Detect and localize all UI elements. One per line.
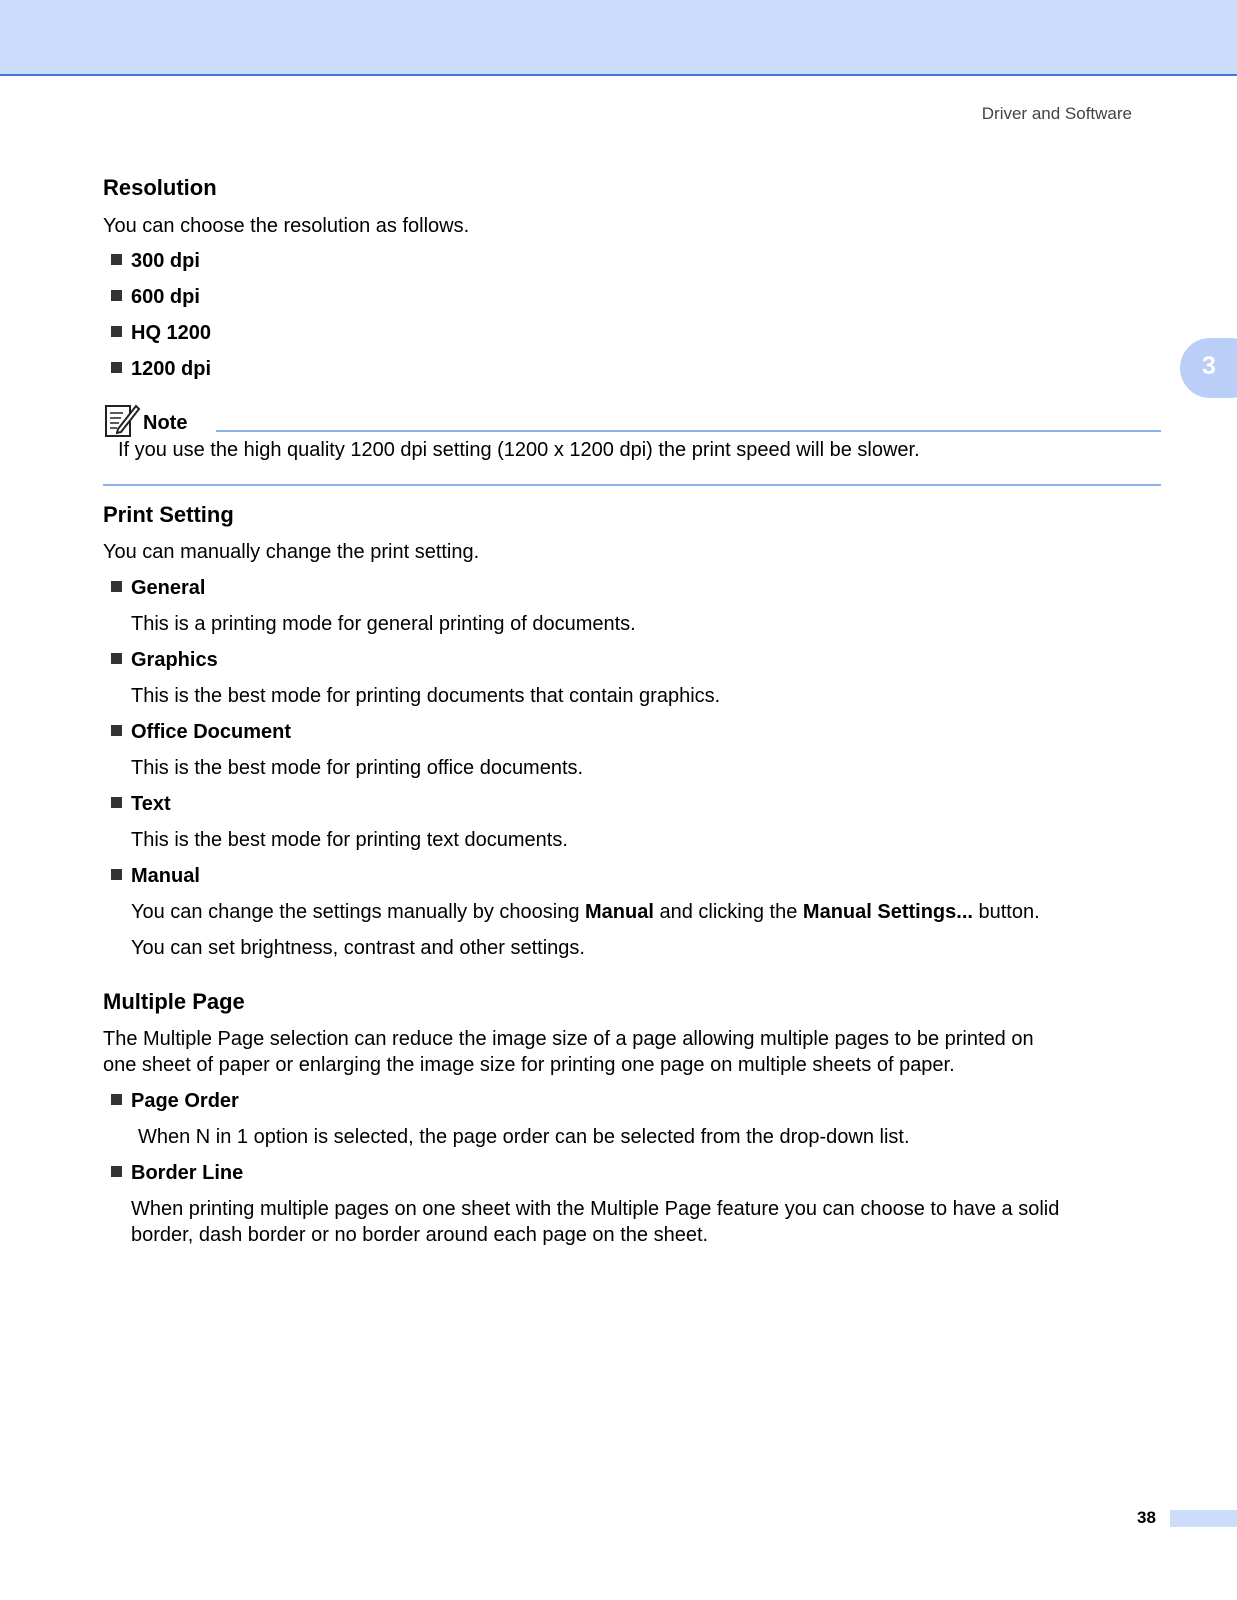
bullet-square-icon (111, 725, 122, 736)
note-pencil-icon (103, 402, 141, 440)
bullet-square-icon (111, 1094, 122, 1105)
print-mode-item: Manual (111, 863, 200, 889)
resolution-heading: Resolution (103, 175, 217, 200)
running-title: Driver and Software (981, 104, 1132, 123)
note-label: Note (143, 412, 188, 434)
bullet-square-icon (111, 1166, 122, 1177)
note-header (103, 402, 1158, 442)
page-order-desc: When N in 1 option is selected, the page order can be selected from the drop-down list. (138, 1126, 910, 1148)
print-mode-item: General (111, 575, 205, 601)
note-top-rule (216, 430, 1161, 432)
multiple-page-intro-line1: The Multiple Page selection can reduce the image size of a page allowing multiple pages to be printed on (103, 1028, 1034, 1050)
chapter-tab (1180, 338, 1237, 398)
resolution-intro: You can choose the resolution as follows. (103, 215, 470, 237)
print-setting-intro: You can manually change the print setting. (103, 541, 480, 563)
print-mode-item: Graphics (111, 647, 218, 673)
resolution-option: 1200 dpi (111, 356, 211, 382)
print-mode-desc: This is a printing mode for general printing of documents. (131, 613, 636, 635)
multiple-page-intro-line2: one sheet of paper or enlarging the image size for printing one page on multiple sheets of paper. (103, 1054, 955, 1076)
print-mode-desc: This is the best mode for printing text documents. (131, 829, 568, 851)
top-header-band (0, 0, 1237, 76)
bullet-square-icon (111, 581, 122, 592)
bullet-square-icon (111, 290, 122, 301)
multiple-page-heading: Multiple Page (103, 989, 245, 1014)
chapter-number: 3 (1202, 352, 1216, 380)
print-mode-item: Office Document (111, 719, 291, 745)
manual-mode-desc: You can change the settings manually by choosing Manual and clicking the Manual Settings... button. (131, 901, 1040, 923)
bullet-square-icon (111, 362, 122, 373)
print-setting-heading: Print Setting (103, 502, 234, 527)
bullet-square-icon (111, 254, 122, 265)
bullet-square-icon (111, 797, 122, 808)
resolution-option: 300 dpi (111, 248, 200, 274)
multiple-page-item: Page Order (111, 1088, 239, 1114)
print-mode-desc: This is the best mode for printing office documents. (131, 757, 584, 779)
border-line-desc-line1: When printing multiple pages on one sheet with the Multiple Page feature you can choose to have a solid (131, 1198, 1060, 1220)
bullet-square-icon (111, 869, 122, 880)
footer-accent-bar (1170, 1510, 1237, 1527)
resolution-option: 600 dpi (111, 284, 200, 310)
page-number: 38 (1137, 1508, 1156, 1527)
note-text: If you use the high quality 1200 dpi setting (1200 x 1200 dpi) the print speed will be slower. (118, 439, 920, 461)
print-mode-desc: This is the best mode for printing documents that contain graphics. (131, 685, 721, 707)
resolution-option: HQ 1200 (111, 320, 211, 346)
manual-mode-desc2: You can set brightness, contrast and other settings. (131, 937, 585, 959)
print-mode-item: Text (111, 791, 171, 817)
note-bottom-rule (103, 484, 1161, 486)
bullet-square-icon (111, 326, 122, 337)
multiple-page-item: Border Line (111, 1160, 243, 1186)
bullet-square-icon (111, 653, 122, 664)
border-line-desc-line2: border, dash border or no border around each page on the sheet. (131, 1224, 709, 1246)
